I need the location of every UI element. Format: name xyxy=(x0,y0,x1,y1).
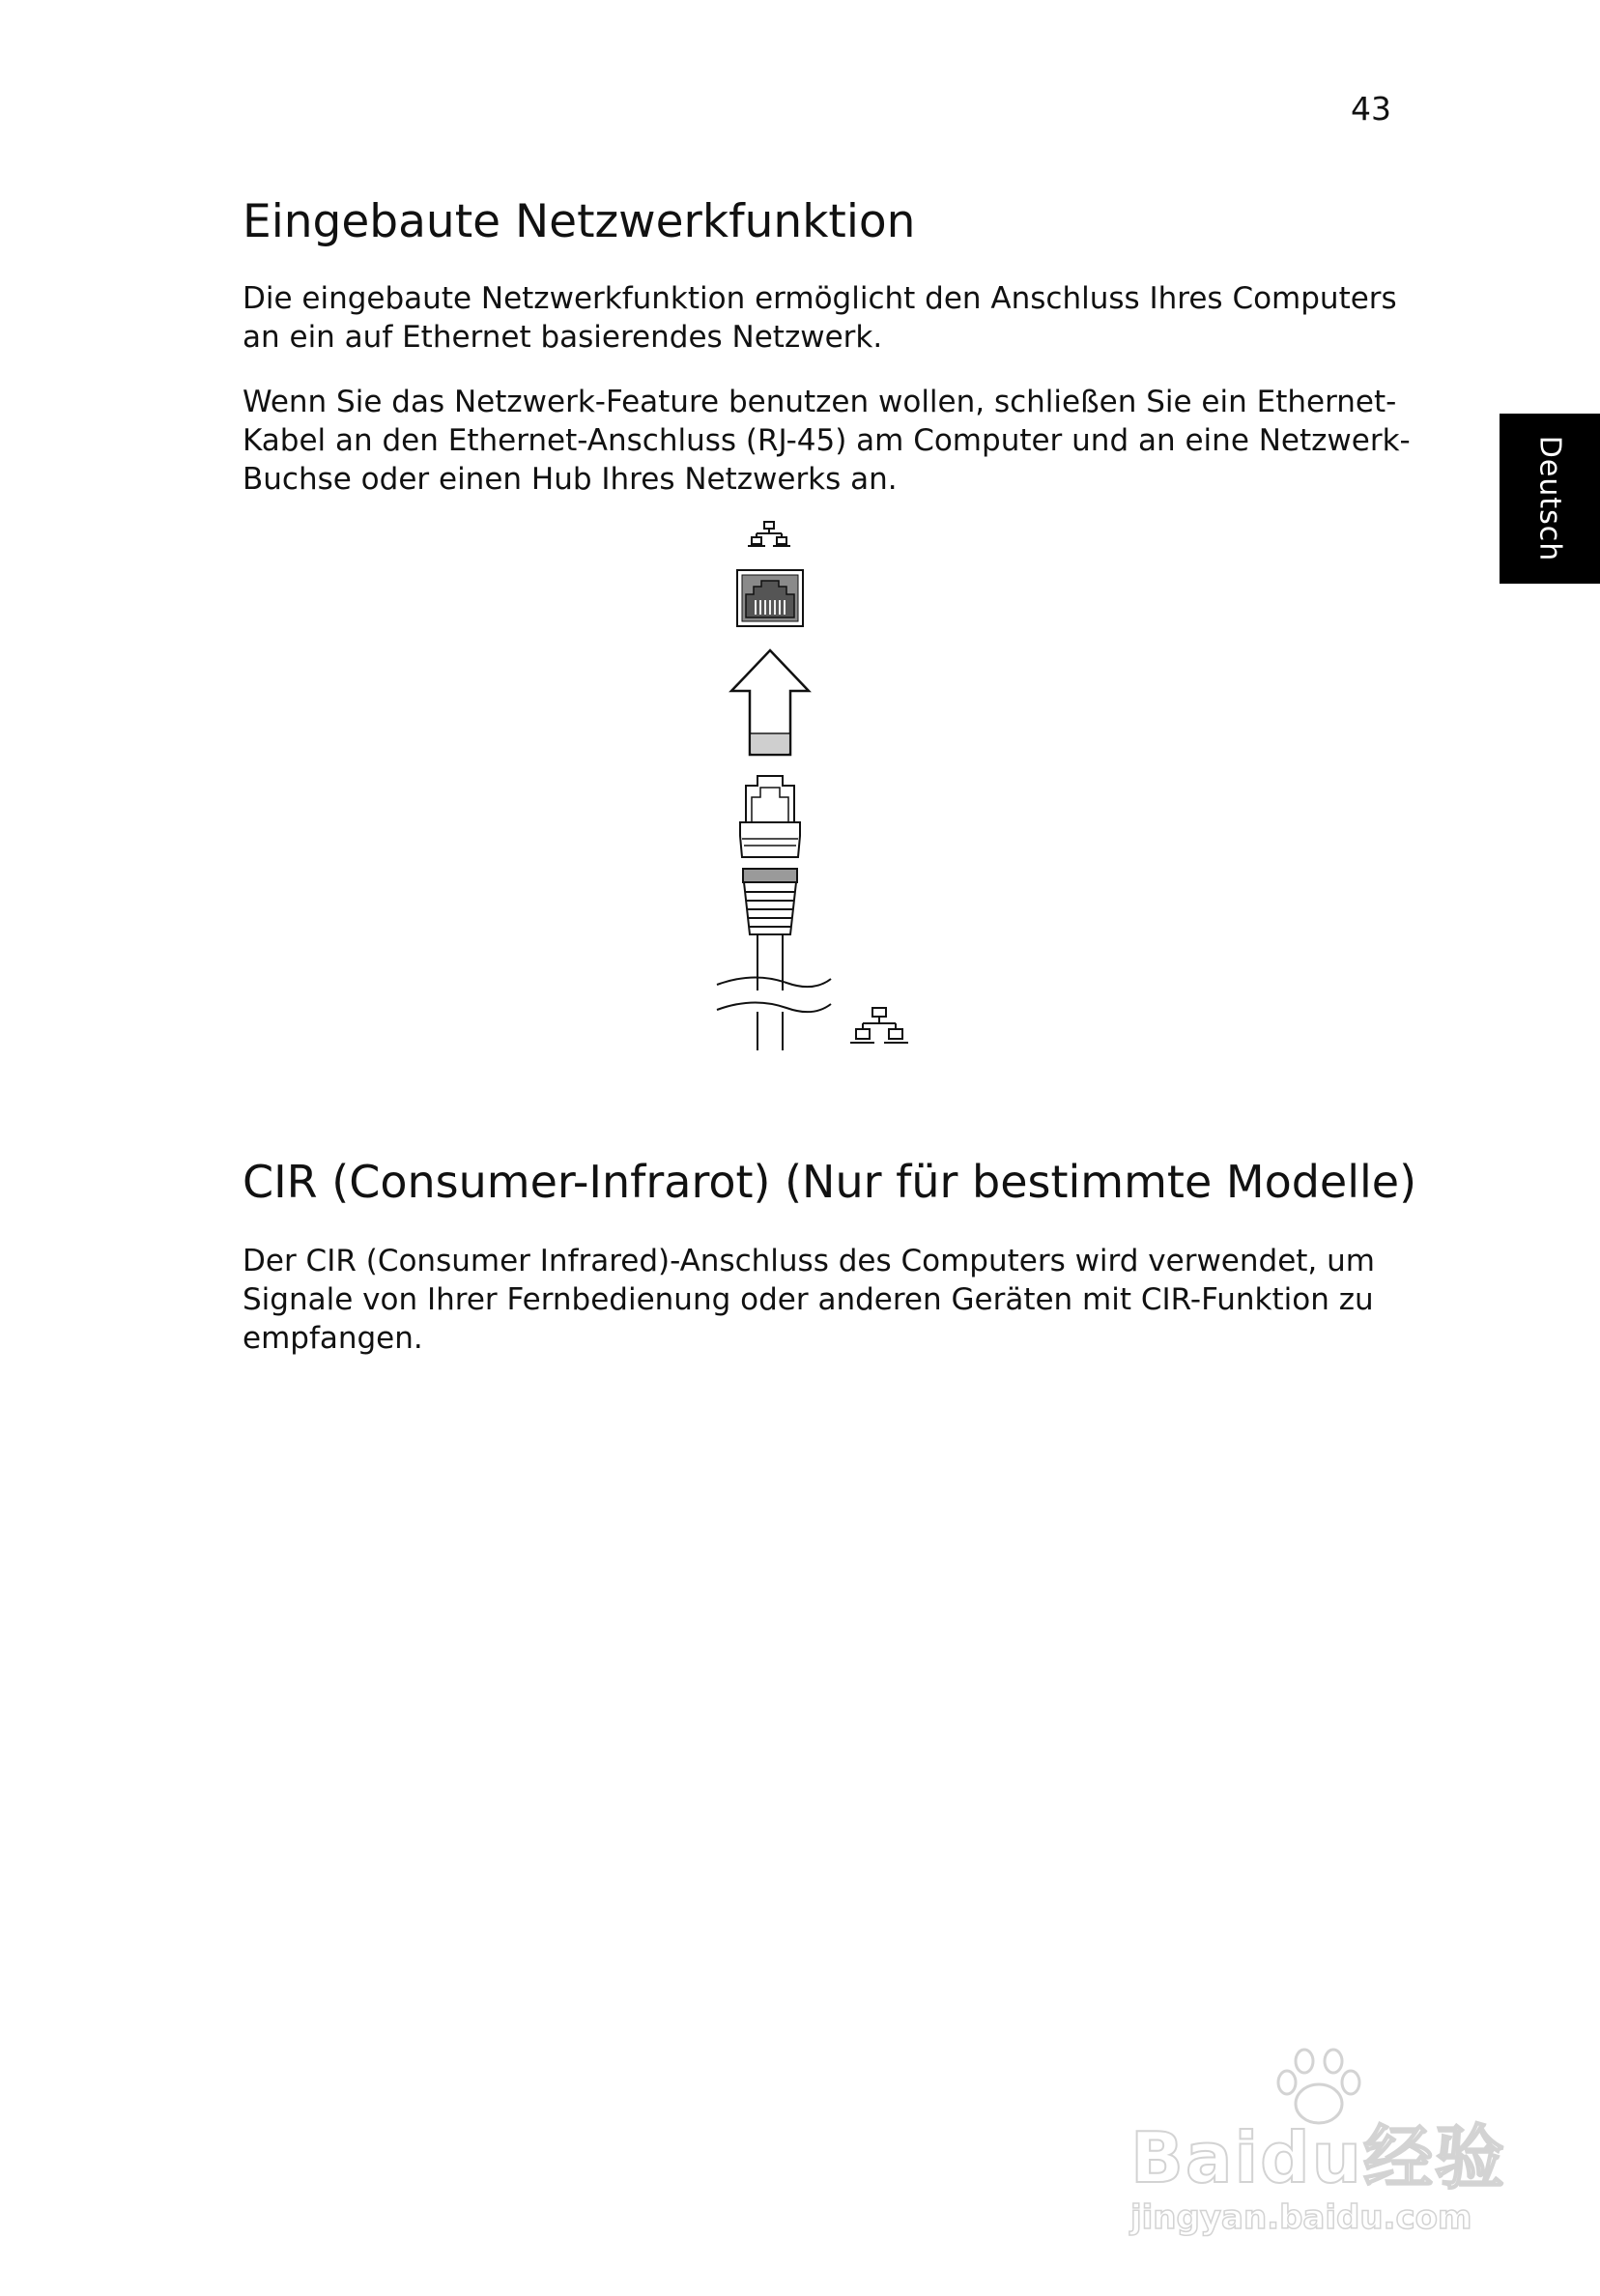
watermark-brand: Baidu经验 xyxy=(1130,2117,1506,2198)
text-line: empfangen. xyxy=(243,1321,423,1356)
paragraph-network-usage xyxy=(243,383,1411,499)
text-line: an ein auf Ethernet basierendes Netzwerk. xyxy=(243,320,883,355)
text-line: Der CIR (Consumer Infrared)-Anschluss des Computers wird verwendet, um xyxy=(243,1244,1375,1278)
language-tab-label: Deutsch xyxy=(1532,435,1567,562)
language-tab xyxy=(1500,414,1600,584)
text-line: Die eingebaute Netzwerkfunktion ermöglicht den Anschluss Ihres Computers xyxy=(243,281,1397,316)
text-line: Signale von Ihrer Fernbedienung oder anderen Geräten mit CIR-Funktion zu xyxy=(243,1282,1374,1317)
network-icon xyxy=(748,522,790,546)
page-number: 43 xyxy=(1351,90,1391,128)
paragraph-network-intro xyxy=(243,279,1402,357)
watermark-url: jingyan.baidu.com xyxy=(1130,2198,1472,2237)
section-title-network: Eingebaute Netzwerkfunktion xyxy=(243,195,916,248)
rj45-port-icon xyxy=(737,570,803,626)
text-line: Kabel an den Ethernet-Anschluss (RJ-45) am Computer und an eine Netzwerk- xyxy=(243,423,1411,458)
text-line: Wenn Sie das Netzwerk-Feature benutzen wollen, schließen Sie ein Ethernet- xyxy=(243,385,1397,419)
paragraph-cir-description xyxy=(243,1242,1402,1358)
ethernet-connection-figure xyxy=(705,517,928,1063)
section-title-cir: CIR (Consumer-Infrarot) (Nur für bestimmte Modelle) xyxy=(243,1156,1417,1208)
up-arrow-icon xyxy=(731,650,809,755)
network-icon xyxy=(850,1008,908,1043)
text-line: Buchse oder einen Hub Ihres Netzwerks an. xyxy=(243,462,898,497)
baidu-watermark xyxy=(1121,2044,1507,2247)
ethernet-plug-icon xyxy=(717,776,831,1050)
